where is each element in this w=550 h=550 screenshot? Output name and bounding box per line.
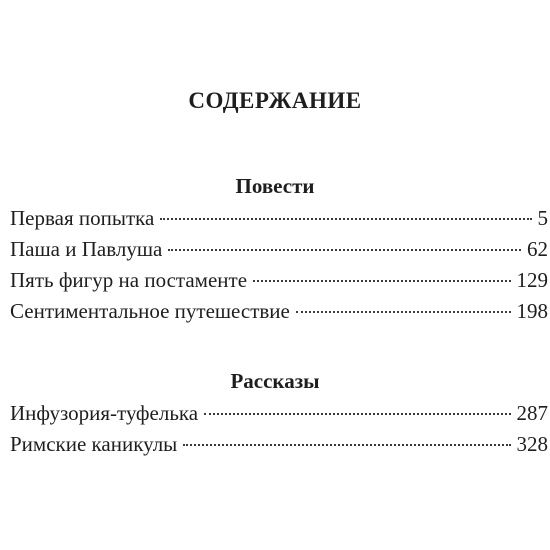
dot-leader <box>160 218 531 220</box>
toc-entry <box>10 432 548 463</box>
dot-leader <box>183 444 510 446</box>
toc-entry-title: Первая попытка <box>10 206 155 230</box>
section-heading-rasskazy: Рассказы <box>230 369 320 393</box>
toc-list-povesti <box>10 206 548 330</box>
toc-entry-page: 129 <box>516 268 548 292</box>
toc-entry <box>10 268 548 299</box>
toc-entry-title: Пять фигур на постаменте <box>10 268 248 292</box>
dot-leader <box>204 413 510 415</box>
toc-entry-page: 287 <box>516 401 548 425</box>
toc-entry-page: 198 <box>516 299 548 323</box>
dot-leader <box>296 311 511 313</box>
dot-leader <box>253 280 510 282</box>
toc-entry-title: Паша и Павлуша <box>10 237 163 261</box>
toc-entry <box>10 206 548 237</box>
toc-entry-page: 5 <box>537 206 548 230</box>
toc-entry-title: Римские каникулы <box>10 432 178 456</box>
contents-title: СОДЕРЖАНИЕ <box>188 88 362 113</box>
toc-entry-title: Инфузория-туфелька <box>10 401 199 425</box>
toc-entry-title: Сентиментальное путешествие <box>10 299 290 323</box>
toc-entry-page: 328 <box>516 432 548 456</box>
toc-list-rasskazy <box>10 401 548 463</box>
toc-entry <box>10 401 548 432</box>
toc-entry <box>10 237 548 268</box>
dot-leader <box>168 249 521 251</box>
section-heading-povesti: Повести <box>235 174 315 198</box>
toc-entry <box>10 299 548 330</box>
toc-entry-page: 62 <box>527 237 548 261</box>
